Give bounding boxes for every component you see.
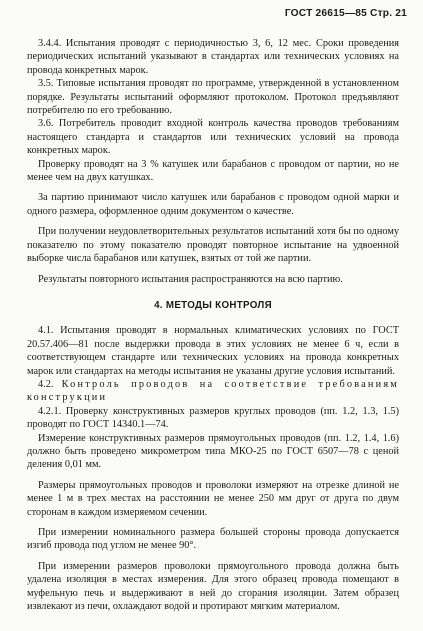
paragraph-batch-definition: За партию принимают число катушек или барабанов с проводом одной марки и одного размера, оформленное одним документом о качестве. [27,192,399,217]
paragraph-repeat-results: Результаты повторного испытания распространяются на всю партию. [38,273,343,285]
paragraph-insulation-removal: При измерении размеров проволоки прямоугольного провода должна быть удалена изоляция в местах измерения. Для этого образец провода помещают в муфельную печь и выдерживают в ней до сгорания изоляции. Затем образец извлекают из печи, охлаждают водой и протирают мягким материалом. [27,560,399,613]
paragraph-rectangular-measurement: Измерение конструктивных размеров прямоугольных проводов (пп. 1.2, 1.4, 1.6) должно быть проведено микрометром типа МКО-25 по ГОСТ 6507—78 с ценой деления 0,01 мм. [27,432,399,471]
paragraph-3-6: 3.6. Потребитель проводит входной контроль качества проводов требованиям настоящего стандарта и стандартов или технических условий на провода конкретных марок. [27,118,399,157]
page-body [27,37,399,613]
subheading-number: 4.2. [38,378,54,390]
paragraph-3-5: 3.5. Типовые испытания проводят по программе, утвержденной в установленном порядке. Результаты испытаний оформляют протоколом. Протокол предъявляют потребителю по его требованию. [27,78,399,117]
paragraph-4-1: 4.1. Испытания проводят в нормальных климатических условиях по ГОСТ 20.57.406—81 после выдержки провода в этих условиях не менее 6 ч, если в соответствующем стандарте или технических условиях на провода конкретных марок или стандартах на методы испытания не указаны другие условия испытаний. [27,325,399,377]
page-header: ГОСТ 26615—85 Стр. 21 [284,8,407,19]
subheading-4-2 [27,378,399,405]
paragraph-bend-angle: При измерении номинального размера большей стороны провода допускается изгиб провода под углом не менее 90°. [27,527,399,552]
paragraph-4-2-1: 4.2.1. Проверку конструктивных размеров круглых проводов (пп. 1.2, 1.3, 1.5) проводят по ГОСТ 14340.1—74. [27,405,399,431]
paragraph-sample-length: Размеры прямоугольных проводов и проволоки измеряют на отрезке длиной не менее 1 м в трех местах на расстоянии не менее 250 мм друг от друга по двум сторонам в каждом измеряемом сечении. [27,479,399,518]
subheading-title: Контроль проводов на соответствие требованиям конструкции [27,378,399,404]
paragraph-unsatisfactory-results: При получении неудовлетворительных результатов испытаний хотя бы по одному показателю по этому показателю проводят повторное испытание на удвоенной выборке числа барабанов или катушек, взятых от той же партии. [27,226,399,265]
paragraph-3-4-4: 3.4.4. Испытания проводят с периодичностью 3, 6, 12 мес. Сроки проведения периодических испытаний указывают в стандартах или технических условиях на провода конкретных марок. [27,38,399,76]
section-heading: 4. МЕТОДЫ КОНТРОЛЯ [154,299,272,311]
paragraph-check-3-percent: Проверку проводят на 3 % катушек или барабанов с проводом от партии, но не менее чем на двух катушках. [27,158,399,184]
